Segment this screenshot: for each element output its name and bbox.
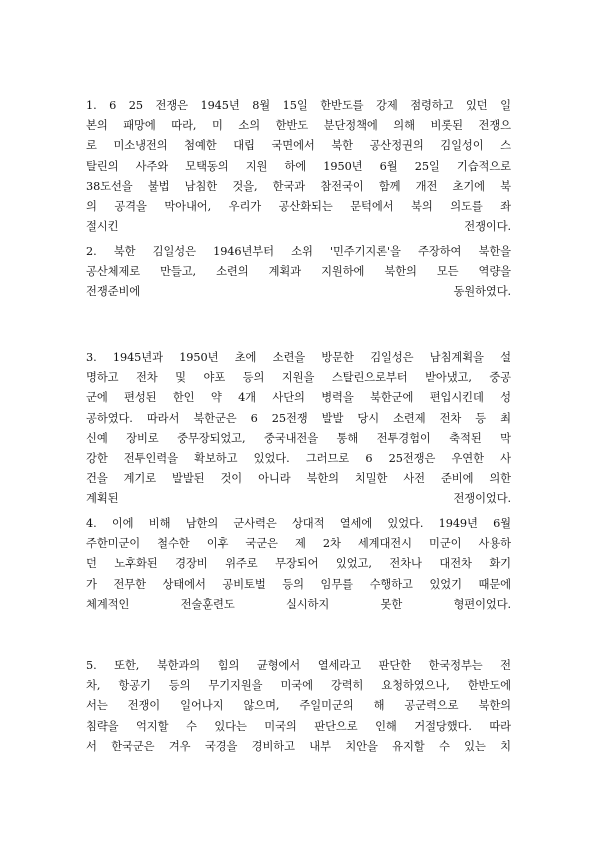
paragraph-word: 체계적인: [86, 597, 130, 611]
paragraph-3: [86, 348, 511, 510]
paragraph-line: 의 공격을 막아내어, 우리가 공산화되는 문턱에서 북의 의도를 좌: [86, 199, 511, 213]
paragraph-word: 못한: [380, 597, 403, 611]
paragraph-line: 본의 패망에 따라, 미 소의 한반도 분단정책에 의해 비롯된 전쟁으: [86, 119, 511, 133]
paragraph-line: 침략을 억지할 수 있다는 미국의 판단으로 인해 거절당했다. 따라: [86, 719, 511, 733]
paragraph-line: 가 전무한 상태에서 공비토벌 등의 임무를 수행하고 있었기 때문에: [86, 577, 511, 591]
paragraph-line: 건을 계기로 발발된 것이 아니라 북한의 치밀한 사전 준비에 의한: [86, 472, 511, 486]
paragraph-line: 강한 전투인력을 확보하고 있었다. 그러므로 6 25전쟁은 우연한 사: [86, 451, 511, 465]
paragraph-last-line-right: 동원하였다.: [453, 285, 511, 299]
paragraph-last-line-left: 계획된: [86, 492, 119, 506]
paragraph-line: 38도선을 불법 남침한 것을, 한국과 참전국이 함께 개전 초기에 북: [86, 179, 511, 193]
paragraph-2: [86, 242, 511, 303]
paragraph-line: 서는 전쟁이 일어나지 않으며, 주일미군의 해 공군력으로 북한의: [86, 699, 511, 713]
paragraph-last-line-right: 전쟁이다.: [464, 220, 511, 234]
paragraph-line: 공산체제로 만들고, 소련의 계획과 지원하에 북한의 모든 역량을: [86, 265, 511, 279]
paragraph-line: 1. 6 25 전쟁은 1945년 8월 15일 한반도를 강제 점령하고 있던 일: [86, 99, 511, 112]
paragraph-last-line-right: 전쟁이었다.: [453, 492, 511, 506]
paragraph-last-line: [86, 595, 511, 615]
paragraph-5: [86, 656, 511, 757]
paragraph-line: 2. 북한 김일성은 1946년부터 소위 '민주기지론'을 주장하여 북한을: [86, 245, 511, 258]
paragraph-word: 전술훈련도: [180, 597, 235, 611]
paragraph-line: 주한미군이 철수한 이후 국군은 제 2차 세계대전시 미군이 사용하: [86, 537, 511, 551]
paragraph-line: 5. 또한, 북한과의 힘의 균형에서 열세라고 판단한 한국정부는 전: [86, 659, 511, 672]
paragraph-line: 탈린의 사주와 모택동의 지원 하에 1950년 6월 25일 기습적으로: [86, 159, 511, 173]
paragraph-1: [86, 96, 511, 237]
paragraph-line: 로 미소냉전의 첨예한 대립 국면에서 북한 공산정권의 김일성이 스: [86, 139, 511, 153]
paragraph-4: [86, 514, 511, 615]
paragraph-last-line-left: 절시킨: [86, 220, 119, 234]
paragraph-last-line: [86, 217, 511, 237]
paragraph-line: 던 노후화된 경장비 위주로 무장되어 있었고, 전차나 대전차 화기: [86, 557, 511, 571]
paragraph-line: 4. 이에 비해 남한의 군사력은 상대적 열세에 있었다. 1949년 6월: [86, 517, 511, 530]
paragraph-line: 차, 항공기 등의 무기지원을 미국에 강력히 요청하였으나, 한반도에: [86, 679, 511, 693]
paragraph-line: 명하고 전차 및 야포 등의 지원을 스탈린으로부터 받아냈고, 중공: [86, 371, 511, 385]
paragraph-line: 3. 1945년과 1950년 초에 소련을 방문한 김일성은 남침계획을 설: [86, 351, 511, 364]
paragraph-line: 서 한국군은 겨우 국경을 경비하고 내부 치안을 유지할 수 있는 치: [86, 739, 511, 753]
paragraph-line: 공하였다. 따라서 북한군은 6 25전쟁 발발 당시 소련제 전차 등 최: [86, 411, 511, 425]
paragraph-line: 신예 장비로 중무장되었고, 중국내전을 통해 전투경험이 축적된 막: [86, 431, 511, 445]
paragraph-word: 실시하지: [285, 597, 330, 611]
paragraph-last-line: [86, 282, 511, 302]
paragraph-line: 군에 편성된 한인 약 4개 사단의 병력을 북한군에 편입시킨데 성: [86, 391, 511, 405]
paragraph-last-line: [86, 489, 511, 509]
paragraph-word: 형편이었다.: [453, 597, 511, 611]
paragraph-last-line-left: 전쟁준비에: [86, 285, 141, 299]
